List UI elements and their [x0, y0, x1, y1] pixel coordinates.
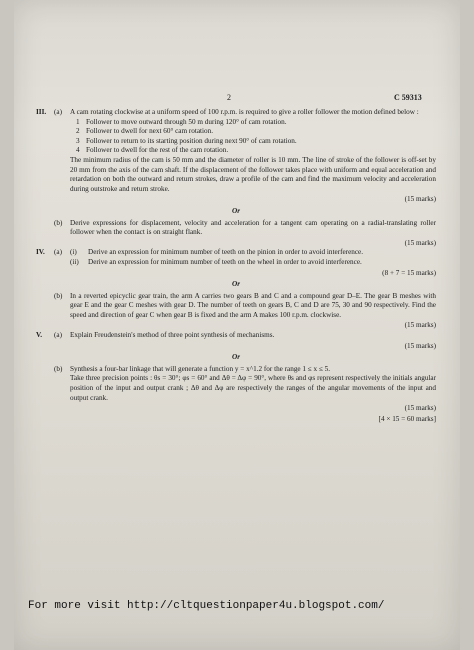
q3a-intro: A cam rotating clockwise at a uniform speed of 100 r.p.m. is required to give a roller follower the motion defined below : — [70, 108, 419, 116]
q3a-body: The minimum radius of the cam is 50 mm and the diameter of roller is 10 mm. The line of stroke of the follower is off-set by 20 mm from the axis of the cam shaft. If the displacement of the follower takes place with uniform and equal acceleration and retardation on both the outward and return strokes, draw a profile of the cam and find the maximum velocity and acceleration during outstroke and return stroke. — [70, 155, 436, 193]
question-number: III. — [36, 108, 47, 116]
q5a-text: Explain Freudenstein's method of three point synthesis of mechanisms. — [70, 331, 275, 340]
q3b — [36, 219, 436, 238]
q4a-ii-text: Derive an expression for minimum number of teeth on the wheel in order to avoid interference. — [88, 257, 362, 266]
q5b-line1: Synthesis a four-bar linkage that will generate a function y = x^1.2 for the range 1 ≤ x ≤ 5. — [70, 364, 331, 373]
question-number: IV. — [36, 248, 45, 257]
marks: (8 + 7 = 15 marks) — [382, 268, 436, 277]
or-separator: Or — [232, 353, 240, 362]
q4a-ii: (ii) Derive an expression for minimum number of teeth on the wheel in order to avoid interference. — [70, 257, 362, 266]
q4b — [36, 292, 436, 321]
footer-link[interactable]: For more visit http://cltquestionpaper4u.blogspot.com/ — [28, 600, 385, 612]
question-block — [36, 108, 436, 424]
q3b-text: Derive expressions for displacement, velocity and acceleration for a tangent cam operating on a radial-translating roller follower when the contact is on straight flank. — [70, 218, 436, 237]
q4b-text: In a reverted epicyclic gear train, the arm A carries two gears B and C and a compound gear D–E. The gear B meshes with gear E and the gear C meshes with gear D. The number of teeth on gears B, C and D are 75, 30 and 90 respectively. Find the speed and direction of gear C when gear B is fixed and the arm A makes 100 r.p.m. clockwise. — [70, 291, 436, 319]
or-separator: Or — [232, 280, 240, 289]
paper-code: C 59313 — [394, 93, 422, 102]
step-item: 2 Follower to dwell for next 60° cam rotation. — [76, 127, 214, 136]
question-number: V. — [36, 331, 43, 340]
q4a-i-text: Derive an expression for minimum number of teeth on the pinion in order to avoid interference. — [88, 248, 364, 257]
or-separator: Or — [232, 206, 240, 215]
marks: (15 marks) — [404, 404, 436, 413]
part-label: (a) — [54, 108, 62, 116]
part-label: (b) — [54, 364, 63, 373]
part-label: (b) — [54, 218, 63, 227]
marks: (15 marks) — [404, 321, 436, 330]
page-number: 2 — [227, 93, 231, 102]
part-label: (a) — [54, 331, 62, 340]
exam-page — [14, 0, 460, 650]
step-item: 1 Follower to move outward through 50 m during 120° of cam rotation. — [76, 117, 287, 126]
marks: (15 marks) — [404, 195, 436, 204]
marks: (15 marks) — [404, 341, 436, 350]
q4a-i: IV. (a) (i) Derive an expression for minimum number of teeth on the pinion in order to avoid interference. — [36, 248, 364, 257]
q5a — [36, 331, 436, 341]
q5b — [36, 365, 436, 375]
total-marks: [4 × 15 = 60 marks] — [378, 414, 436, 423]
step-item: 4 Follower to dwell for the rest of the cam rotation. — [76, 146, 229, 155]
q5b-line2: Take three precision points : θs = 30°; φs = 60° and Δθ = Δφ = 90°, where θs and φs represent respectively the initials angular position of the input and output crank ; Δθ and Δφ are respectively the ranges of the angular movements of the input and output crank. — [70, 374, 436, 402]
part-label: (a) — [54, 248, 62, 257]
part-label: (b) — [54, 291, 63, 300]
q3a — [36, 108, 436, 118]
step-item: 3 Follower to return to its starting position during next 90° of cam rotation. — [76, 136, 297, 145]
marks: (15 marks) — [404, 238, 436, 247]
